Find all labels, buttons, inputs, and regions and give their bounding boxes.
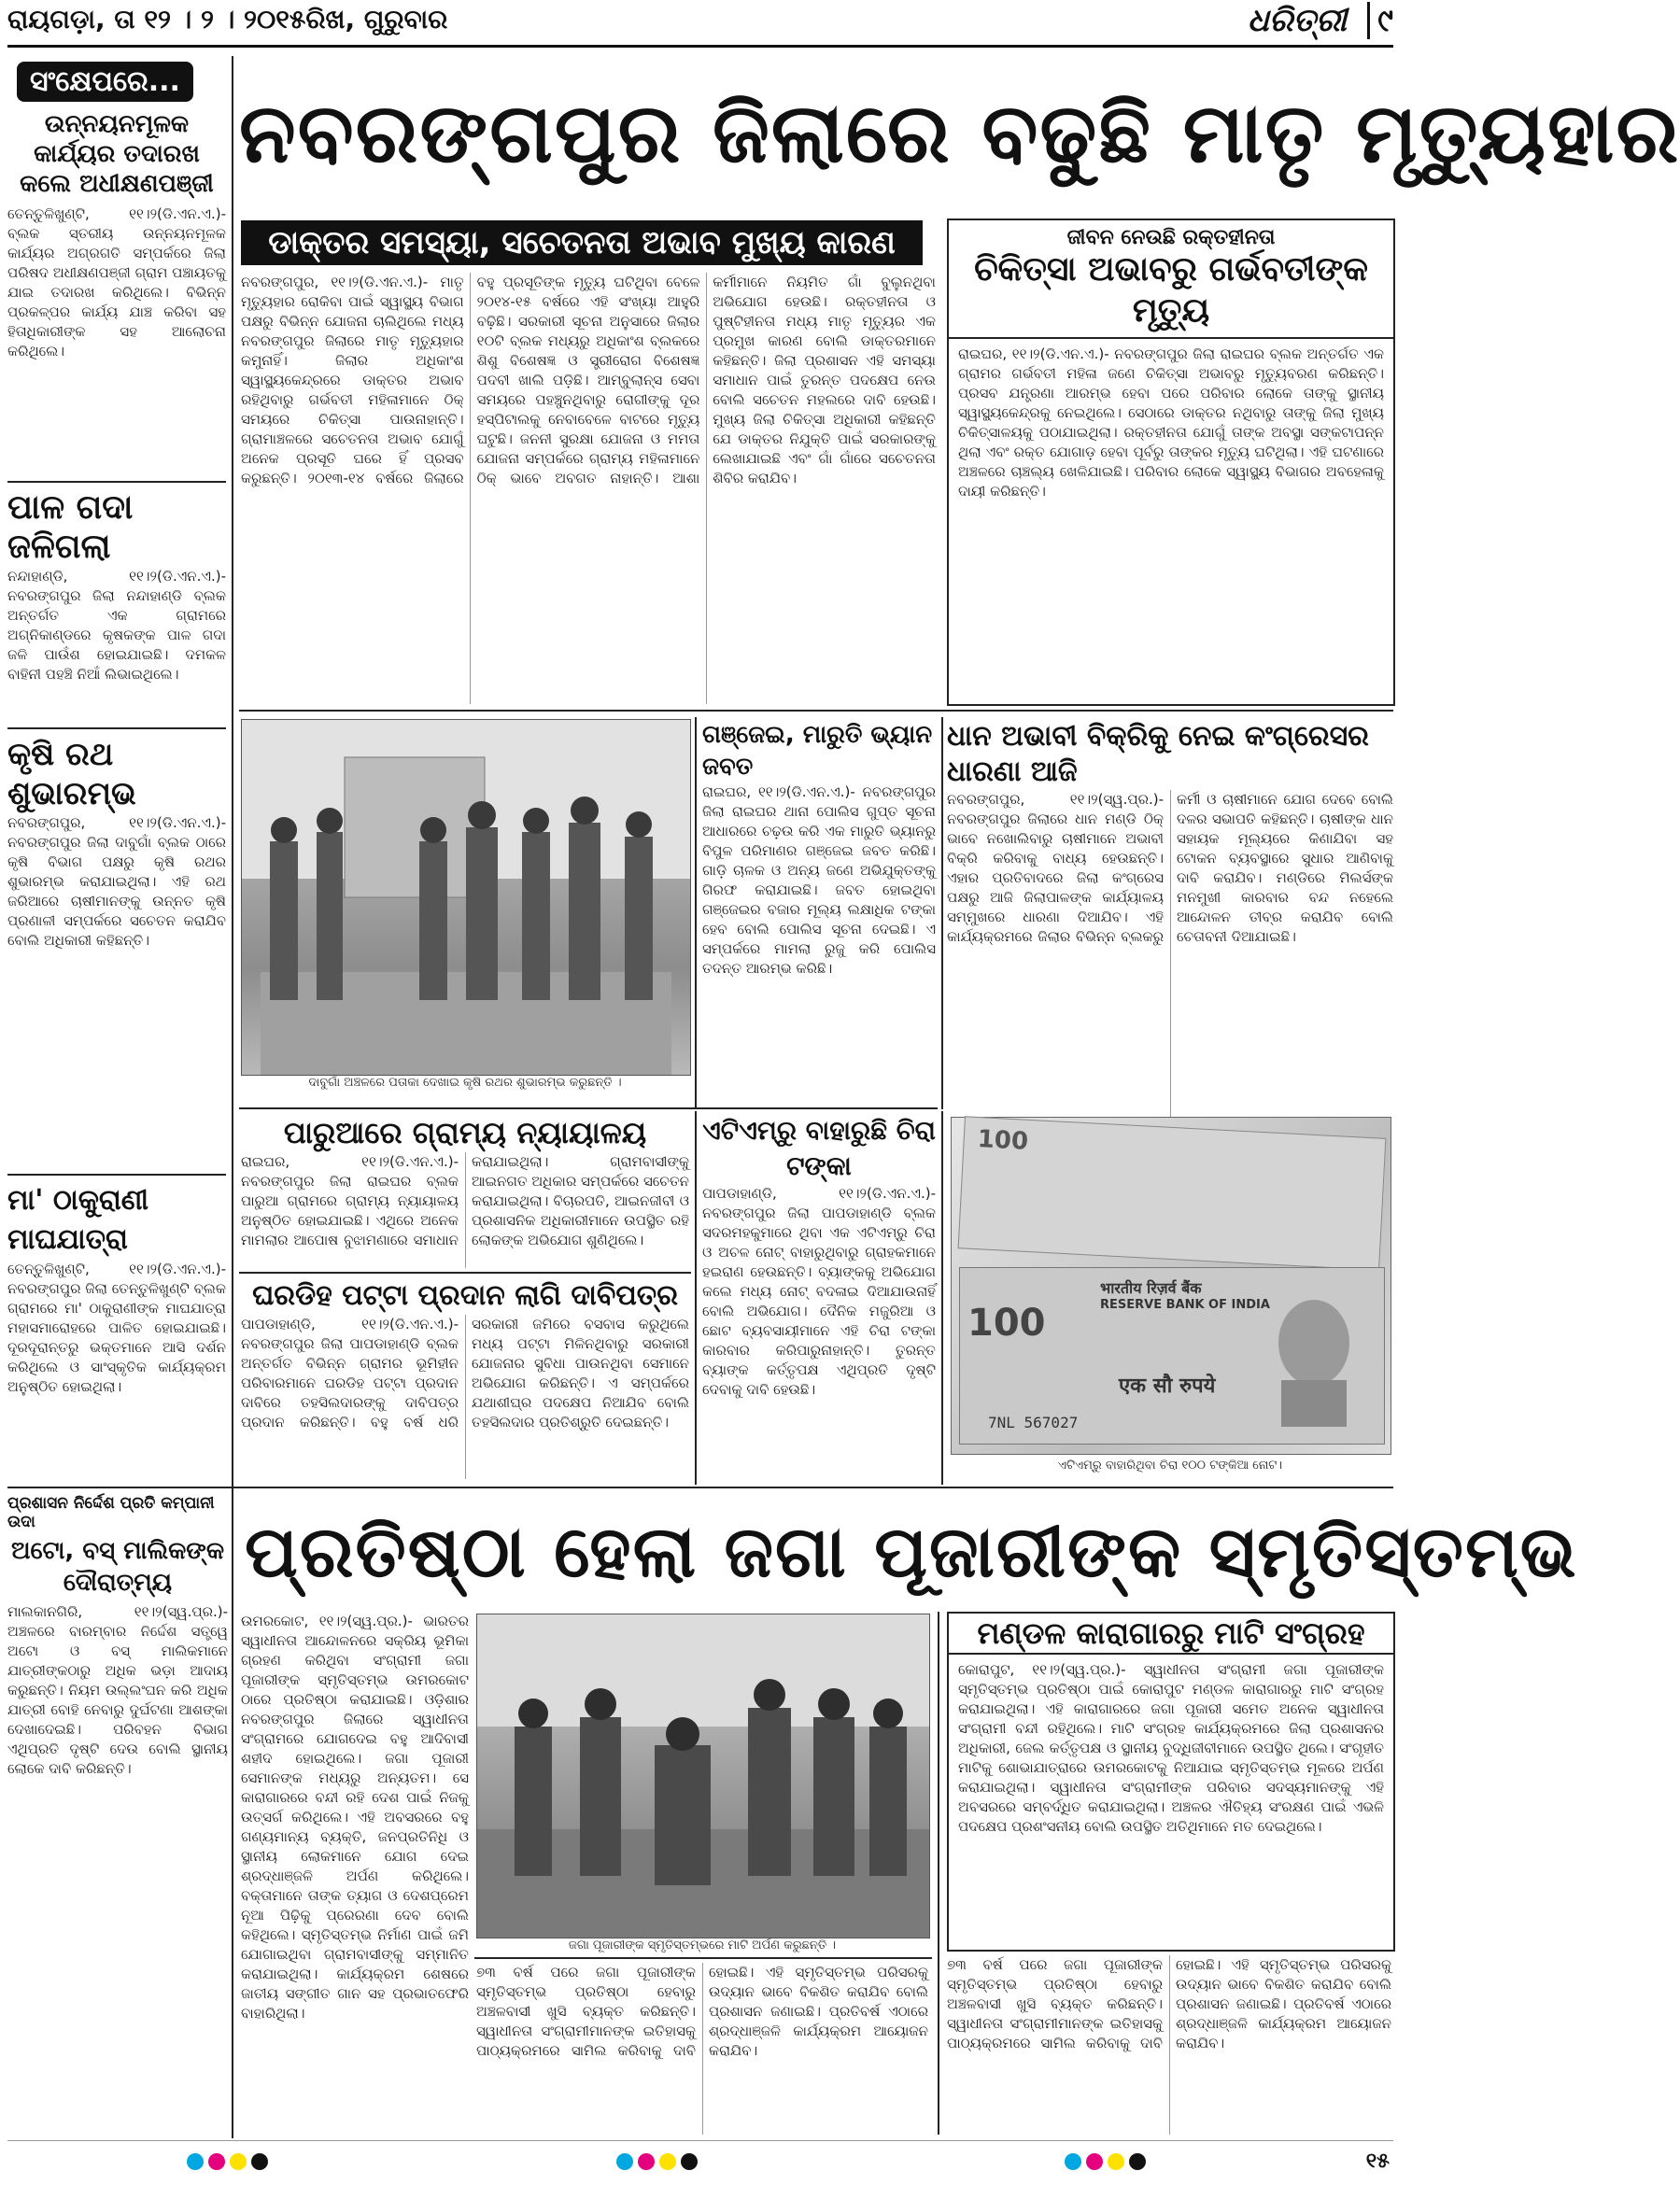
reg-dot-yellow xyxy=(659,2153,676,2170)
left-column xyxy=(7,56,226,1494)
divider xyxy=(7,1174,226,1176)
bottom-body-continued: ୭୩ ବର୍ଷ ପରେ ଜଗା ପୂଜାରୀଙ୍କ ସ୍ମୃତିସ୍ତମ୍ଭ ପ୍ରତିଷ୍ଠା ହେବାରୁ ଅଞ୍ଚଳବାସୀ ଖୁସି ବ୍ୟକ୍ତ କରିଛନ୍ତି। ସ୍ୱାଧୀନତା ସଂଗ୍ରାମୀମାନଙ୍କ ଇତିହାସକୁ ପାଠ୍ୟକ୍ରମରେ ସାମିଲ କରିବାକୁ ଦାବି ହୋଇଛି। ଏହି ସ୍ମୃତିସ୍ତମ୍ଭ ପରିସରକୁ ଉଦ୍ୟାନ ଭାବେ ବିକଶିତ କରାଯିବ ବୋଲି ପ୍ରଶାସନ ଜଣାଇଛି। ପ୍ରତିବର୍ଷ ଏଠାରେ ଶ୍ରଦ୍ଧାଞ୍ଜଳି କାର୍ଯ୍ୟକ୍ରମ ଆୟୋଜନ କରାଯିବ। xyxy=(476,1964,928,2059)
footer-registration-right xyxy=(1065,2153,1146,2174)
divider xyxy=(7,481,226,483)
section-rule xyxy=(239,1272,691,1274)
atm-headline: ଏଟିଏମ୍‌ରୁ ବାହାରୁଛି ଚିରା ଟଙ୍କା xyxy=(702,1115,936,1181)
note-lower xyxy=(959,1267,1385,1445)
section-rule xyxy=(474,1957,932,1959)
lead-headline: ନବରଙ୍ଗପୁର ଜିଲାରେ ବଢୁଛି ମାତୃ ମୃତ୍ୟୁହାର xyxy=(239,85,1680,181)
note-upper xyxy=(958,1116,1387,1270)
auto-bus-headline: ଅଟୋ, ବସ୍ ମାଲିକଙ୍କ ଦୌରାତ୍ମ୍ୟ xyxy=(10,1537,225,1597)
mandala-headline: ମଣ୍ଡଳ କାରାଗାରରୁ ମାଟି ସଂଗ୍ରହ xyxy=(949,1614,1393,1655)
column-rule xyxy=(232,56,233,1494)
photo1-caption: ଦାବୁଗାଁ ଅଞ୍ଚଳରେ ପତାକା ଦେଖାଇ କୃଷି ରଥର ଶୁଭାରମ୍ଭ କରୁଛନ୍ତି । xyxy=(308,1076,622,1090)
photo-smrutistambha-image xyxy=(477,1614,929,1938)
lead-body: ନବରଙ୍ଗପୁର, ୧୧।୨(ଡି.ଏନ.ଏ.)- ମାତୃ ମୃତ୍ୟୁହାର ରୋକିବା ପାଇଁ ସ୍ୱାସ୍ଥ୍ୟ ବିଭାଗ ପକ୍ଷରୁ ବିଭିନ୍ନ ଯୋଜନା ଚାଲିଥିଲେ ମଧ୍ୟ ନବରଙ୍ଗପୁର ଜିଲାରେ ମାତୃ ମୃତ୍ୟୁହାର କମୁନାହିଁ। ଜିଲାର ଅଧିକାଂଶ ସ୍ୱାସ୍ଥ୍ୟକେନ୍ଦ୍ରରେ ଡାକ୍ତର ଅଭାବ ରହିଥିବାରୁ ଗର୍ଭବତୀ ମହିଳାମାନେ ଠିକ୍ ସମୟରେ ଚିକିତ୍ସା ପାଉନାହାନ୍ତି। ଗ୍ରାମାଞ୍ଚଳରେ ସଚେତନତା ଅଭାବ ଯୋଗୁଁ ଅନେକ ପ୍ରସୂତି ଘରେ ହିଁ ପ୍ରସବ କରୁଛନ୍ତି। ୨୦୧୩-୧୪ ବର୍ଷରେ ଜିଲାରେ ବହୁ ପ୍ରସୂତିଙ୍କ ମୃତ୍ୟୁ ଘଟିଥିବା ବେଳେ ୨୦୧୪-୧୫ ବର୍ଷରେ ଏହି ସଂଖ୍ୟା ଆହୁରି ବଢ଼ିଛି। ସରକାରୀ ସୂଚନା ଅନୁସାରେ ଜିଲାର ୧୦ଟି ବ୍ଲକ ମଧ୍ୟରୁ ଅଧିକାଂଶ ବ୍ଲକରେ ଶିଶୁ ବିଶେଷଜ୍ଞ ଓ ସ୍ତ୍ରୀରୋଗ ବିଶେଷଜ୍ଞ ପଦବୀ ଖାଲି ପଡ଼ିଛି। ଆମ୍ବୁଲାନ୍ସ ସେବା ସମୟରେ ପହଞ୍ଚୁନଥିବାରୁ ରୋଗୀଙ୍କୁ ଦୂର ହସ୍ପିଟାଲକୁ ନେବାବେଳେ ବାଟରେ ମୃତ୍ୟୁ ଘଟୁଛି। ଜନନୀ ସୁରକ୍ଷା ଯୋଜନା ଓ ମମତା ଯୋଜନା ସମ୍ପର୍କରେ ଗ୍ରାମ୍ୟ ମହିଳାମାନେ ଠିକ୍ ଭାବେ ଅବଗତ ନାହାନ୍ତି। ଆଶା କର୍ମୀମାନେ ନିୟମିତ ଗାଁ ବୁଲୁନଥିବା ଅଭିଯୋଗ ହେଉଛି। ରକ୍ତହୀନତା ଓ ପୁଷ୍ଟିହୀନତା ମଧ୍ୟ ମାତୃ ମୃତ୍ୟୁର ଏକ ପ୍ରମୁଖ କାରଣ ବୋଲି ଡାକ୍ତରମାନେ କହିଛନ୍ତି। ଜିଲା ପ୍ରଶାସନ ଏହି ସମସ୍ୟା ସମାଧାନ ପାଇଁ ତୁରନ୍ତ ପଦକ୍ଷେପ ନେଉ ବୋଲି ସଚେତନ ମହଲରେ ଦାବି ହେଉଛି। ମୁଖ୍ୟ ଜିଲା ଚିକିତ୍ସା ଅଧିକାରୀ କହିଛନ୍ତି ଯେ ଡାକ୍ତର ନିଯୁକ୍ତି ପାଇଁ ସରକାରଙ୍କୁ ଲେଖାଯାଇଛି ଏବଂ ଗାଁ ଗାଁରେ ସଚେତନତା ଶିବିର କରାଯିବ। xyxy=(241,274,936,486)
gharadih-headline: ଘରଡିହ ପଟ୍ଟା ପ୍ରଦାନ ଲାଗି ଦାବିପତ୍ର xyxy=(252,1279,678,1312)
photo-krushi-ratha xyxy=(241,719,691,1076)
column-rule xyxy=(941,717,943,1109)
photo-krushi-ratha-image xyxy=(242,720,690,1075)
reg-dot-yellow xyxy=(230,2153,247,2170)
atm-story xyxy=(702,1113,936,1477)
page-number: ୯ xyxy=(1367,2,1393,39)
footer-page-number: ୧୫ xyxy=(1365,2150,1390,2173)
mandala-continued: ୭୩ ବର୍ଷ ପରେ ଜଗା ପୂଜାରୀଙ୍କ ସ୍ମୃତିସ୍ତମ୍ଭ ପ୍ରତିଷ୍ଠା ହେବାରୁ ଅଞ୍ଚଳବାସୀ ଖୁସି ବ୍ୟକ୍ତ କରିଛନ୍ତି। ସ୍ୱାଧୀନତା ସଂଗ୍ରାମୀମାନଙ୍କ ଇତିହାସକୁ ପାଠ୍ୟକ୍ରମରେ ସାମିଲ କରିବାକୁ ଦାବି ହୋଇଛି। ଏହି ସ୍ମୃତିସ୍ତମ୍ଭ ପରିସରକୁ ଉଦ୍ୟାନ ଭାବେ ବିକଶିତ କରାଯିବ ବୋଲି ପ୍ରଶାସନ ଜଣାଇଛି। ପ୍ରତିବର୍ଷ ଏଠାରେ ଶ୍ରଦ୍ଧାଞ୍ଜଳି କାର୍ଯ୍ୟକ୍ରମ ଆୟୋଜନ କରାଯିବ। xyxy=(947,1956,1391,2051)
footer-rule xyxy=(7,2140,1393,2141)
nyayalaya-story xyxy=(241,1113,689,1268)
story4-body: ତେନ୍ତୁଳିଖୁଣ୍ଟି, ୧୧।୨(ଡି.ଏନ.ଏ.)- ନବରଙ୍ଗପୁର ଜିଲା ତେନ୍ତୁଳିଖୁଣ୍ଟି ବ୍ଲକ ଗ୍ରାମରେ ମା' ଠାକୁରାଣୀଙ୍କ ମାଘଯାତ୍ରା ମହାସମାରୋହରେ ପାଳିତ ହୋଇଯାଇଛି। ଦୂରଦୂରାନ୍ତରୁ ଭକ୍ତମାନେ ଆସି ଦର୍ଶନ କରିଥିଲେ ଓ ସାଂସ୍କୃତିକ କାର୍ଯ୍ୟକ୍ରମ ଅନୁଷ୍ଠିତ ହୋଇଥିଲା। xyxy=(7,1261,226,1395)
paddy-body: ନବରଙ୍ଗପୁର, ୧୧।୨(ସ୍ୱ.ପ୍ର.)- ନବରଙ୍ଗପୁର ଜିଲାରେ ଧାନ ମଣ୍ଡି ଠିକ୍ ଭାବେ ନଖୋଲିବାରୁ ଚାଷୀମାନେ ଅଭାବୀ ବିକ୍ରି କରିବାକୁ ବାଧ୍ୟ ହେଉଛନ୍ତି। ଏହାର ପ୍ରତିବାଦରେ ଜିଲା କଂଗ୍ରେସ ପକ୍ଷରୁ ଆଜି ଜିଲାପାଳଙ୍କ କାର୍ଯ୍ୟାଳୟ ସମ୍ମୁଖରେ ଧାରଣା ଦିଆଯିବ। ଏହି କାର୍ଯ୍ୟକ୍ରମରେ ଜିଲାର ବିଭିନ୍ନ ବ୍ଲକରୁ କର୍ମୀ ଓ ଚାଷୀମାନେ ଯୋଗ ଦେବେ ବୋଲି ଦଳର ସଭାପତି କହିଛନ୍ତି। ଚାଷୀଙ୍କ ଧାନ ସହାୟକ ମୂଲ୍ୟରେ କିଣାଯିବା ସହ ଟୋକନ ବ୍ୟବସ୍ଥାରେ ସୁଧାର ଆଣିବାକୁ ଦାବି କରାଯିବ। ମଣ୍ଡିରେ ମିଲର୍ସଙ୍କ ମନମୁଖୀ କାରବାର ବନ୍ଦ ନହେଲେ ଆନ୍ଦୋଳନ ତୀବ୍ର କରାଯିବ ବୋଲି ଚେତାବନୀ ଦିଆଯାଇଛି। xyxy=(947,791,1393,945)
auto-bus-body: ମାଲକାନଗିରି, ୧୧।୨(ସ୍ୱ.ପ୍ର.)- ଅଞ୍ଚଳରେ ବାରମ୍ବାର ନିର୍ଦ୍ଦେଶ ସତ୍ତ୍ୱେ ଅଟୋ ଓ ବସ୍ ମାଲିକମାନେ ଯାତ୍ରୀଙ୍କଠାରୁ ଅଧିକ ଭଡ଼ା ଆଦାୟ କରୁଛନ୍ତି। ନିୟମ ଉଲ୍ଲଂଘନ କରି ଅଧିକ ଯାତ୍ରୀ ବୋହି ନେବାରୁ ଦୁର୍ଘଟଣା ଆଶଙ୍କା ଦେଖାଦେଇଛି। ପରିବହନ ବିଭାଗ ଏଥିପ୍ରତି ଦୃଷ୍ଟି ଦେଉ ବୋଲି ସ୍ଥାନୀୟ ଲୋକେ ଦାବି କରିଛନ୍ତି। xyxy=(7,1603,228,1777)
section-rule xyxy=(7,1487,1393,1488)
section-rule xyxy=(239,1107,938,1109)
mandala-box xyxy=(947,1612,1395,1952)
page-dateline: ରାୟଗଡ଼ା, ତା ୧୨ । ୨ । ୨୦୧୫ରିଖ, ଗୁରୁବାର xyxy=(7,4,448,35)
footer-registration-left xyxy=(187,2153,268,2174)
story3-headline: କୃଷି ରଥ ଶୁଭାରମ୍ଭ xyxy=(7,736,136,812)
story3-body: ନବରଙ୍ଗପୁର, ୧୧।୨(ଡି.ଏନ.ଏ.)- ନବରଙ୍ଗପୁର ଜିଲା ଦାବୁଗାଁ ବ୍ଲକ ଠାରେ କୃଷି ବିଭାଗ ପକ୍ଷରୁ କୃଷି ରଥର ଶୁଭାରମ୍ଭ କରାଯାଇଥିଲା। ଏହି ରଥ ଜରିଆରେ ଚାଷୀମାନଙ୍କୁ ଉନ୍ନତ କୃଷି ପ୍ରଣାଳୀ ସମ୍ପର୍କରେ ସଚେତନ କରାଯିବ ବୋଲି ଅଧିକାରୀ କହିଛନ୍ତି। xyxy=(7,814,226,949)
brief-kicker: ସଂକ୍ଷେପରେ... xyxy=(17,62,193,102)
auto-bus-kicker: ପ୍ରଶାସନ ନିର୍ଦ୍ଦେଶ ପ୍ରତି କମ୍ପାନୀ ଉଦା xyxy=(7,1494,215,1531)
ganja-story xyxy=(702,719,936,1134)
gharadih-body: ପାପଡାହାଣ୍ଡି, ୧୧।୨(ଡି.ଏନ.ଏ.)- ନବରଙ୍ଗପୁର ଜିଲା ପାପଡାହାଣ୍ଡି ବ୍ଲକ ଅନ୍ତର୍ଗତ ବିଭିନ୍ନ ଗ୍ରାମର ଭୂମିହୀନ ପରିବାରମାନେ ଘରଡିହ ପଟ୍ଟା ପ୍ରଦାନ ଦାବିରେ ତହସିଲଦାରଙ୍କୁ ଦାବିପତ୍ର ପ୍ରଦାନ କରିଛନ୍ତି। ବହୁ ବର୍ଷ ଧରି ସରକାରୀ ଜମିରେ ବସବାସ କରୁଥିଲେ ମଧ୍ୟ ପଟ୍ଟା ମିଳିନଥିବାରୁ ସରକାରୀ ଯୋଜନାର ସୁବିଧା ପାଉନଥିବା ସେମାନେ ଅଭିଯୋଗ କରିଛନ୍ତି। ଏ ସମ୍ପର୍କରେ ଯଥାଶୀଘ୍ର ପଦକ୍ଷେପ ନିଆଯିବ ବୋଲି ତହସିଲଦାର ପ୍ରତିଶ୍ରୁତି ଦେଇଛନ୍ତି। xyxy=(241,1316,689,1431)
sidebar-box xyxy=(947,218,1395,706)
story1-headline: ଉନ୍ନୟନମୂଳକ କାର୍ଯ୍ୟର ତଦାରଖ କଲେ ଅଧୀକ୍ଷଣପଞ୍ଜୀ xyxy=(20,110,214,198)
torn-note-photo xyxy=(951,1117,1391,1455)
reg-dot-cyan xyxy=(616,2153,633,2170)
note-photo-caption: ଏଟିଏମ୍‌ରୁ ବାହାରିଥିବା ଚିରା ୧୦୦ ଟଙ୍କିଆ ନୋଟ। xyxy=(1057,1459,1283,1473)
ganja-headline: ଗଞ୍ଜେଇ, ମାରୁତି ଭ୍ୟାନ ଜବତ xyxy=(702,721,933,781)
paddy-headline: ଧାନ ଅଭାବୀ ବିକ୍ରିକୁ ନେଇ କଂଗ୍ରେସର ଧାରଣା ଆଜି xyxy=(947,720,1369,788)
auto-bus-story xyxy=(7,1494,228,2185)
lead-subhead: ଡାକ୍ତର ସମସ୍ୟା, ସଚେତନତା ଅଭାବ ମୁଖ୍ୟ କାରଣ xyxy=(241,220,923,265)
gharadih-story xyxy=(241,1277,689,1479)
note-serial: 7NL 567027 xyxy=(988,1414,1079,1431)
header-rule xyxy=(7,45,1393,48)
note-value-word: एक सौ रुपये xyxy=(1119,1374,1216,1398)
atm-body: ପାପଡାହାଣ୍ଡି, ୧୧।୨(ଡି.ଏନ.ଏ.)- ନବରଙ୍ଗପୁର ଜିଲା ପାପଡାହାଣ୍ଡି ବ୍ଲକ ସଦରମହକୁମାରେ ଥିବା ଏକ ଏଟିଏମ୍‌ରୁ ଚିରା ଓ ଅଚଳ ନୋଟ୍ ବାହାରୁଥିବାରୁ ଗ୍ରାହକମାନେ ହଇରାଣ ହେଉଛନ୍ତି। ବ୍ୟାଙ୍କକୁ ଅଭିଯୋଗ କଲେ ମଧ୍ୟ ନୋଟ୍ ବଦଳାଇ ଦିଆଯାଉନାହିଁ ବୋଲି ଅଭିଯୋଗ। ଦୈନିକ ମଜୁରିଆ ଓ ଛୋଟ ବ୍ୟବସାୟୀମାନେ ଏହି ଚିରା ଟଙ୍କା କାରବାର କରିପାରୁନାହାନ୍ତି। ତୁରନ୍ତ ବ୍ୟାଙ୍କ କର୍ତ୍ତୃପକ୍ଷ ଏଥିପ୍ରତି ଦୃଷ୍ଟି ଦେବାକୁ ଦାବି ହେଉଛି। xyxy=(702,1185,936,1398)
column-rule xyxy=(232,1494,233,2138)
divider xyxy=(7,727,226,729)
column-rule xyxy=(941,1111,943,1485)
reg-dot-black xyxy=(251,2153,268,2170)
story2-headline: ପାଳ ଗଦା ଜଳିଗଲା xyxy=(7,488,134,566)
bottom-body: ଉମରକୋଟ, ୧୧।୨(ସ୍ୱ.ପ୍ର.)- ଭାରତର ସ୍ୱାଧୀନତା ଆନ୍ଦୋଳନରେ ସକ୍ରିୟ ଭୂମିକା ଗ୍ରହଣ କରିଥିବା ସଂଗ୍ରାମୀ ଜଗା ପୂଜାରୀଙ୍କ ସ୍ମୃତିସ୍ତମ୍ଭ ଉମରକୋଟ ଠାରେ ପ୍ରତିଷ୍ଠା କରାଯାଇଛି। ଓଡ଼ିଶାର ନବରଙ୍ଗପୁର ଜିଲାରେ ସ୍ୱାଧୀନତା ସଂଗ୍ରାମରେ ଯୋଗଦେଇ ବହୁ ଆଦିବାସୀ ଶହୀଦ ହୋଇଥିଲେ। ଜଗା ପୂଜାରୀ ସେମାନଙ୍କ ମଧ୍ୟରୁ ଅନ୍ୟତମ। ସେ କାରାଗାରରେ ବନ୍ଦୀ ରହି ଦେଶ ପାଇଁ ନିଜକୁ ଉତ୍ସର୍ଗ କରିଥିଲେ। ଏହି ଅବସରରେ ବହୁ ଗଣ୍ୟମାନ୍ୟ ବ୍ୟକ୍ତି, ଜନପ୍ରତିନିଧି ଓ ସ୍ଥାନୀୟ ଲୋକମାନେ ଯୋଗ ଦେଇ ଶ୍ରଦ୍ଧାଞ୍ଜଳି ଅର୍ପଣ କରିଥିଲେ। ବକ୍ତାମାନେ ତାଙ୍କ ତ୍ୟାଗ ଓ ଦେଶପ୍ରେମ ନୂଆ ପିଢ଼ିକୁ ପ୍ରେରଣା ଦେବ ବୋଲି କହିଥିଲେ। ସ୍ମୃତିସ୍ତମ୍ଭ ନିର୍ମାଣ ପାଇଁ ଜମି ଯୋଗାଇଥିବା ଗ୍ରାମବାସୀଙ୍କୁ ସମ୍ମାନିତ କରାଯାଇଥିଲା। କାର୍ଯ୍ୟକ୍ରମ ଶେଷରେ ଜାତୀୟ ସଙ୍ଗୀତ ଗାନ ସହ ପ୍ରଭାତଫେରି ବାହାରିଥିଲା। xyxy=(241,1613,469,2022)
sidebar-kicker: ଜୀବନ ନେଉଛି ରକ୍ତହୀନତା xyxy=(1066,226,1276,249)
reg-dot-cyan xyxy=(187,2153,204,2170)
section-rule xyxy=(239,710,1393,712)
note-top-denomination: 100 xyxy=(976,1125,1029,1156)
ganja-body: ରାଇଘର, ୧୧।୨(ଡି.ଏନ.ଏ.)- ନବରଙ୍ଗପୁର ଜିଲା ରାଇଘର ଥାନା ପୋଲିସ ଗୁପ୍ତ ସୂଚନା ଆଧାରରେ ଚଢ଼ଉ କରି ଏକ ମାରୁତି ଭ୍ୟାନରୁ ବିପୁଳ ପରିମାଣର ଗଞ୍ଜେଇ ଜବତ କରିଛି। ଗାଡ଼ି ଚାଳକ ଓ ଅନ୍ୟ ଜଣେ ଅଭିଯୁକ୍ତଙ୍କୁ ଗିରଫ କରାଯାଇଛି। ଜବତ ହୋଇଥିବା ଗଞ୍ଜେଇର ବଜାର ମୂଲ୍ୟ ଲକ୍ଷାଧିକ ଟଙ୍କା ହେବ ବୋଲି ପୋଲିସ ସୂଚନା ଦେଇଛି। ଏ ସମ୍ପର୍କରେ ମାମଲା ରୁଜୁ କରି ପୋଲିସ ତଦନ୍ତ ଆରମ୍ଭ କରିଛି। xyxy=(702,783,936,977)
nyayalaya-body: ରାଇଘର, ୧୧।୨(ଡି.ଏନ.ଏ.)- ନବରଙ୍ଗପୁର ଜିଲା ରାଇଘର ବ୍ଲକ ପାରୁଆ ଗ୍ରାମରେ ଗ୍ରାମ୍ୟ ନ୍ୟାୟାଳୟ ଅନୁଷ୍ଠିତ ହୋଇଯାଇଛି। ଏଥିରେ ଅନେକ ମାମଲାର ଆପୋଷ ବୁଝାମଣାରେ ସମାଧାନ କରାଯାଇଥିଲା। ଗ୍ରାମବାସୀଙ୍କୁ ଆଇନଗତ ଅଧିକାର ସମ୍ପର୍କରେ ସଚେତନ କରାଯାଇଥିଲା। ବିଚାରପତି, ଆଇନଜୀବୀ ଓ ପ୍ରଶାସନିକ ଅଧିକାରୀମାନେ ଉପସ୍ଥିତ ରହି ଲୋକଙ୍କ ଅଭିଯୋଗ ଶୁଣିଥିଲେ। xyxy=(241,1153,689,1248)
story2-body: ନନ୍ଦାହାଣ୍ଡି, ୧୧।୨(ଡି.ଏନ.ଏ.)- ନବରଙ୍ଗପୁର ଜିଲା ନନ୍ଦାହାଣ୍ଡି ବ୍ଲକ ଅନ୍ତର୍ଗତ ଏକ ଗ୍ରାମରେ ଅଗ୍ନିକାଣ୍ଡରେ କୃଷକଙ୍କ ପାଳ ଗଦା ଜଳି ପାଉଁଶ ହୋଇଯାଇଛି। ଦମକଳ ବାହିନୀ ପହଞ୍ଚି ନିଆଁ ଲିଭାଇଥିଲେ। xyxy=(7,568,226,683)
column-rule xyxy=(938,1612,939,2135)
story1-body: ତେନ୍ତୁଳିଖୁଣ୍ଟି, ୧୧।୨(ଡି.ଏନ.ଏ.)- ବ୍ଲକ ସ୍ତରୀୟ ଉନ୍ନୟନମୂଳକ କାର୍ଯ୍ୟର ଅଗ୍ରଗତି ସମ୍ପର୍କରେ ଜିଲା ପରିଷଦ ଅଧୀକ୍ଷଣପଞ୍ଜୀ ଗ୍ରାମ ପଞ୍ଚାୟତକୁ ଯାଇ ତଦାରଖ କରିଥିଲେ। ବିଭିନ୍ନ ପ୍ରକଳ୍ପର କାର୍ଯ୍ୟ ଯାଞ୍ଚ କରିବା ସହ ହିତାଧିକାରୀଙ୍କ ସହ ଆଲୋଚନା କରିଥିଲେ। xyxy=(7,205,226,359)
reg-dot-magenta xyxy=(208,2153,225,2170)
reg-dot-black xyxy=(681,2153,698,2170)
story4-headline: ମା' ଠାକୁରାଣୀ ମାଘଯାତ୍ରା xyxy=(7,1184,148,1256)
column-rule xyxy=(695,717,697,1109)
photo2-caption: ଜଗା ପୂଜାରୀଙ୍କ ସ୍ମୃତିସ୍ତମ୍ଭରେ ମାଟି ଅର୍ପଣ କରୁଛନ୍ତି । xyxy=(568,1938,837,1952)
bottom-headline: ପ୍ରତିଷ୍ଠା ହେଲା ଜଗା ପୂଜାରୀଙ୍କ ସ୍ମୃତିସ୍ତମ୍ଭ xyxy=(245,1510,1578,1593)
note-rbi-english: RESERVE BANK OF INDIA xyxy=(1100,1298,1270,1312)
reg-dot-black xyxy=(1129,2153,1146,2170)
note-rbi-hindi: भारतीय रिज़र्व बैंक xyxy=(1100,1279,1202,1297)
reg-dot-magenta xyxy=(638,2153,655,2170)
masthead-brand: ଧରିତ୍ରୀ xyxy=(1247,2,1347,39)
sidebar-body: ରାଇଘର, ୧୧।୨(ଡି.ଏନ.ଏ.)- ନବରଙ୍ଗପୁର ଜିଲା ରାଇଘର ବ୍ଲକ ଅନ୍ତର୍ଗତ ଏକ ଗ୍ରାମର ଗର୍ଭବତୀ ମହିଳା ଜଣେ ଚିକିତ୍ସା ଅଭାବରୁ ମୃତ୍ୟୁବରଣ କରିଛନ୍ତି। ପ୍ରସବ ଯନ୍ତ୍ରଣା ଆରମ୍ଭ ହେବା ପରେ ପରିବାର ଲୋକେ ତାଙ୍କୁ ସ୍ଥାନୀୟ ସ୍ୱାସ୍ଥ୍ୟକେନ୍ଦ୍ରକୁ ନେଇଥିଲେ। ସେଠାରେ ଡାକ୍ତର ନଥିବାରୁ ତାଙ୍କୁ ଜିଲା ମୁଖ୍ୟ ଚିକିତ୍ସାଳୟକୁ ପଠାଯାଇଥିଲା। ରକ୍ତହୀନତା ଯୋଗୁଁ ତାଙ୍କ ଅବସ୍ଥା ସଙ୍କଟାପନ୍ନ ଥିଲା ଏବଂ ରକ୍ତ ଯୋଗାଡ଼ ହେବା ପୂର୍ବରୁ ତାଙ୍କର ମୃତ୍ୟୁ ଘଟିଥିଲା। ଏହି ଘଟଣାରେ ଅଞ୍ଚଳରେ ଚାଞ୍ଚଲ୍ୟ ଖେଳିଯାଇଛି। ପରିବାର ଲୋକେ ସ୍ୱାସ୍ଥ୍ୟ ବିଭାଗର ଅବହେଳାକୁ ଦାୟୀ କରିଛନ୍ତି। xyxy=(958,345,1384,500)
gandhi-portrait xyxy=(1263,1287,1365,1427)
sidebar-headline: ଚିକିତ୍ସା ଅଭାବରୁ ଗର୍ଭବତୀଙ୍କ ମୃତ୍ୟୁ xyxy=(949,249,1393,339)
nyayalaya-headline: ପାରୁଆରେ ଗ୍ରାମ୍ୟ ନ୍ୟାୟାଳୟ xyxy=(283,1115,647,1150)
mandala-body: କୋରାପୁଟ, ୧୧।୨(ସ୍ୱ.ପ୍ର.)- ସ୍ୱାଧୀନତା ସଂଗ୍ରାମୀ ଜଗା ପୂଜାରୀଙ୍କ ସ୍ମୃତିସ୍ତମ୍ଭ ପ୍ରତିଷ୍ଠା ପାଇଁ କୋରାପୁଟ ମଣ୍ଡଳ କାରାଗାରରୁ ମାଟି ସଂଗ୍ରହ କରାଯାଇଥିଲା। ଏହି କାରାଗାରରେ ଜଗା ପୂଜାରୀ ସମେତ ଅନେକ ସ୍ୱାଧୀନତା ସଂଗ୍ରାମୀ ବନ୍ଦୀ ରହିଥିଲେ। ମାଟି ସଂଗ୍ରହ କାର୍ଯ୍ୟକ୍ରମରେ ଜିଲା ପ୍ରଶାସନର ଅଧିକାରୀ, ଜେଲ କର୍ତ୍ତୃପକ୍ଷ ଓ ସ୍ଥାନୀୟ ବୁଦ୍ଧିଜୀବୀମାନେ ଉପସ୍ଥିତ ଥିଲେ। ସଂଗୃହୀତ ମାଟିକୁ ଶୋଭାଯାତ୍ରାରେ ଉମରକୋଟକୁ ନିଆଯାଇ ସ୍ମୃତିସ୍ତମ୍ଭ ମୂଳରେ ଅର୍ପଣ କରାଯାଇଥିଲା। ସ୍ୱାଧୀନତା ସଂଗ୍ରାମୀଙ୍କ ପରିବାର ସଦସ୍ୟମାନଙ୍କୁ ଏହି ଅବସରରେ ସମ୍ବର୍ଦ୍ଧିତ କରାଯାଇଥିଲା। ଅଞ୍ଚଳର ଐତିହ୍ୟ ସଂରକ୍ଷଣ ପାଇଁ ଏଭଳି ପଦକ୍ଷେପ ପ୍ରଶଂସନୀୟ ବୋଲି ଉପସ୍ଥିତ ଅତିଥିମାନେ ମତ ଦେଇଥିଲେ। xyxy=(958,1661,1384,1835)
note-denomination: 100 xyxy=(967,1302,1046,1345)
reg-dot-cyan xyxy=(1065,2153,1081,2170)
paddy-story xyxy=(947,719,1393,1135)
column-rule xyxy=(695,1111,697,1485)
footer-registration-middle xyxy=(616,2153,698,2174)
reg-dot-magenta xyxy=(1086,2153,1103,2170)
photo-smrutistambha xyxy=(476,1614,930,1938)
reg-dot-yellow xyxy=(1108,2153,1124,2170)
